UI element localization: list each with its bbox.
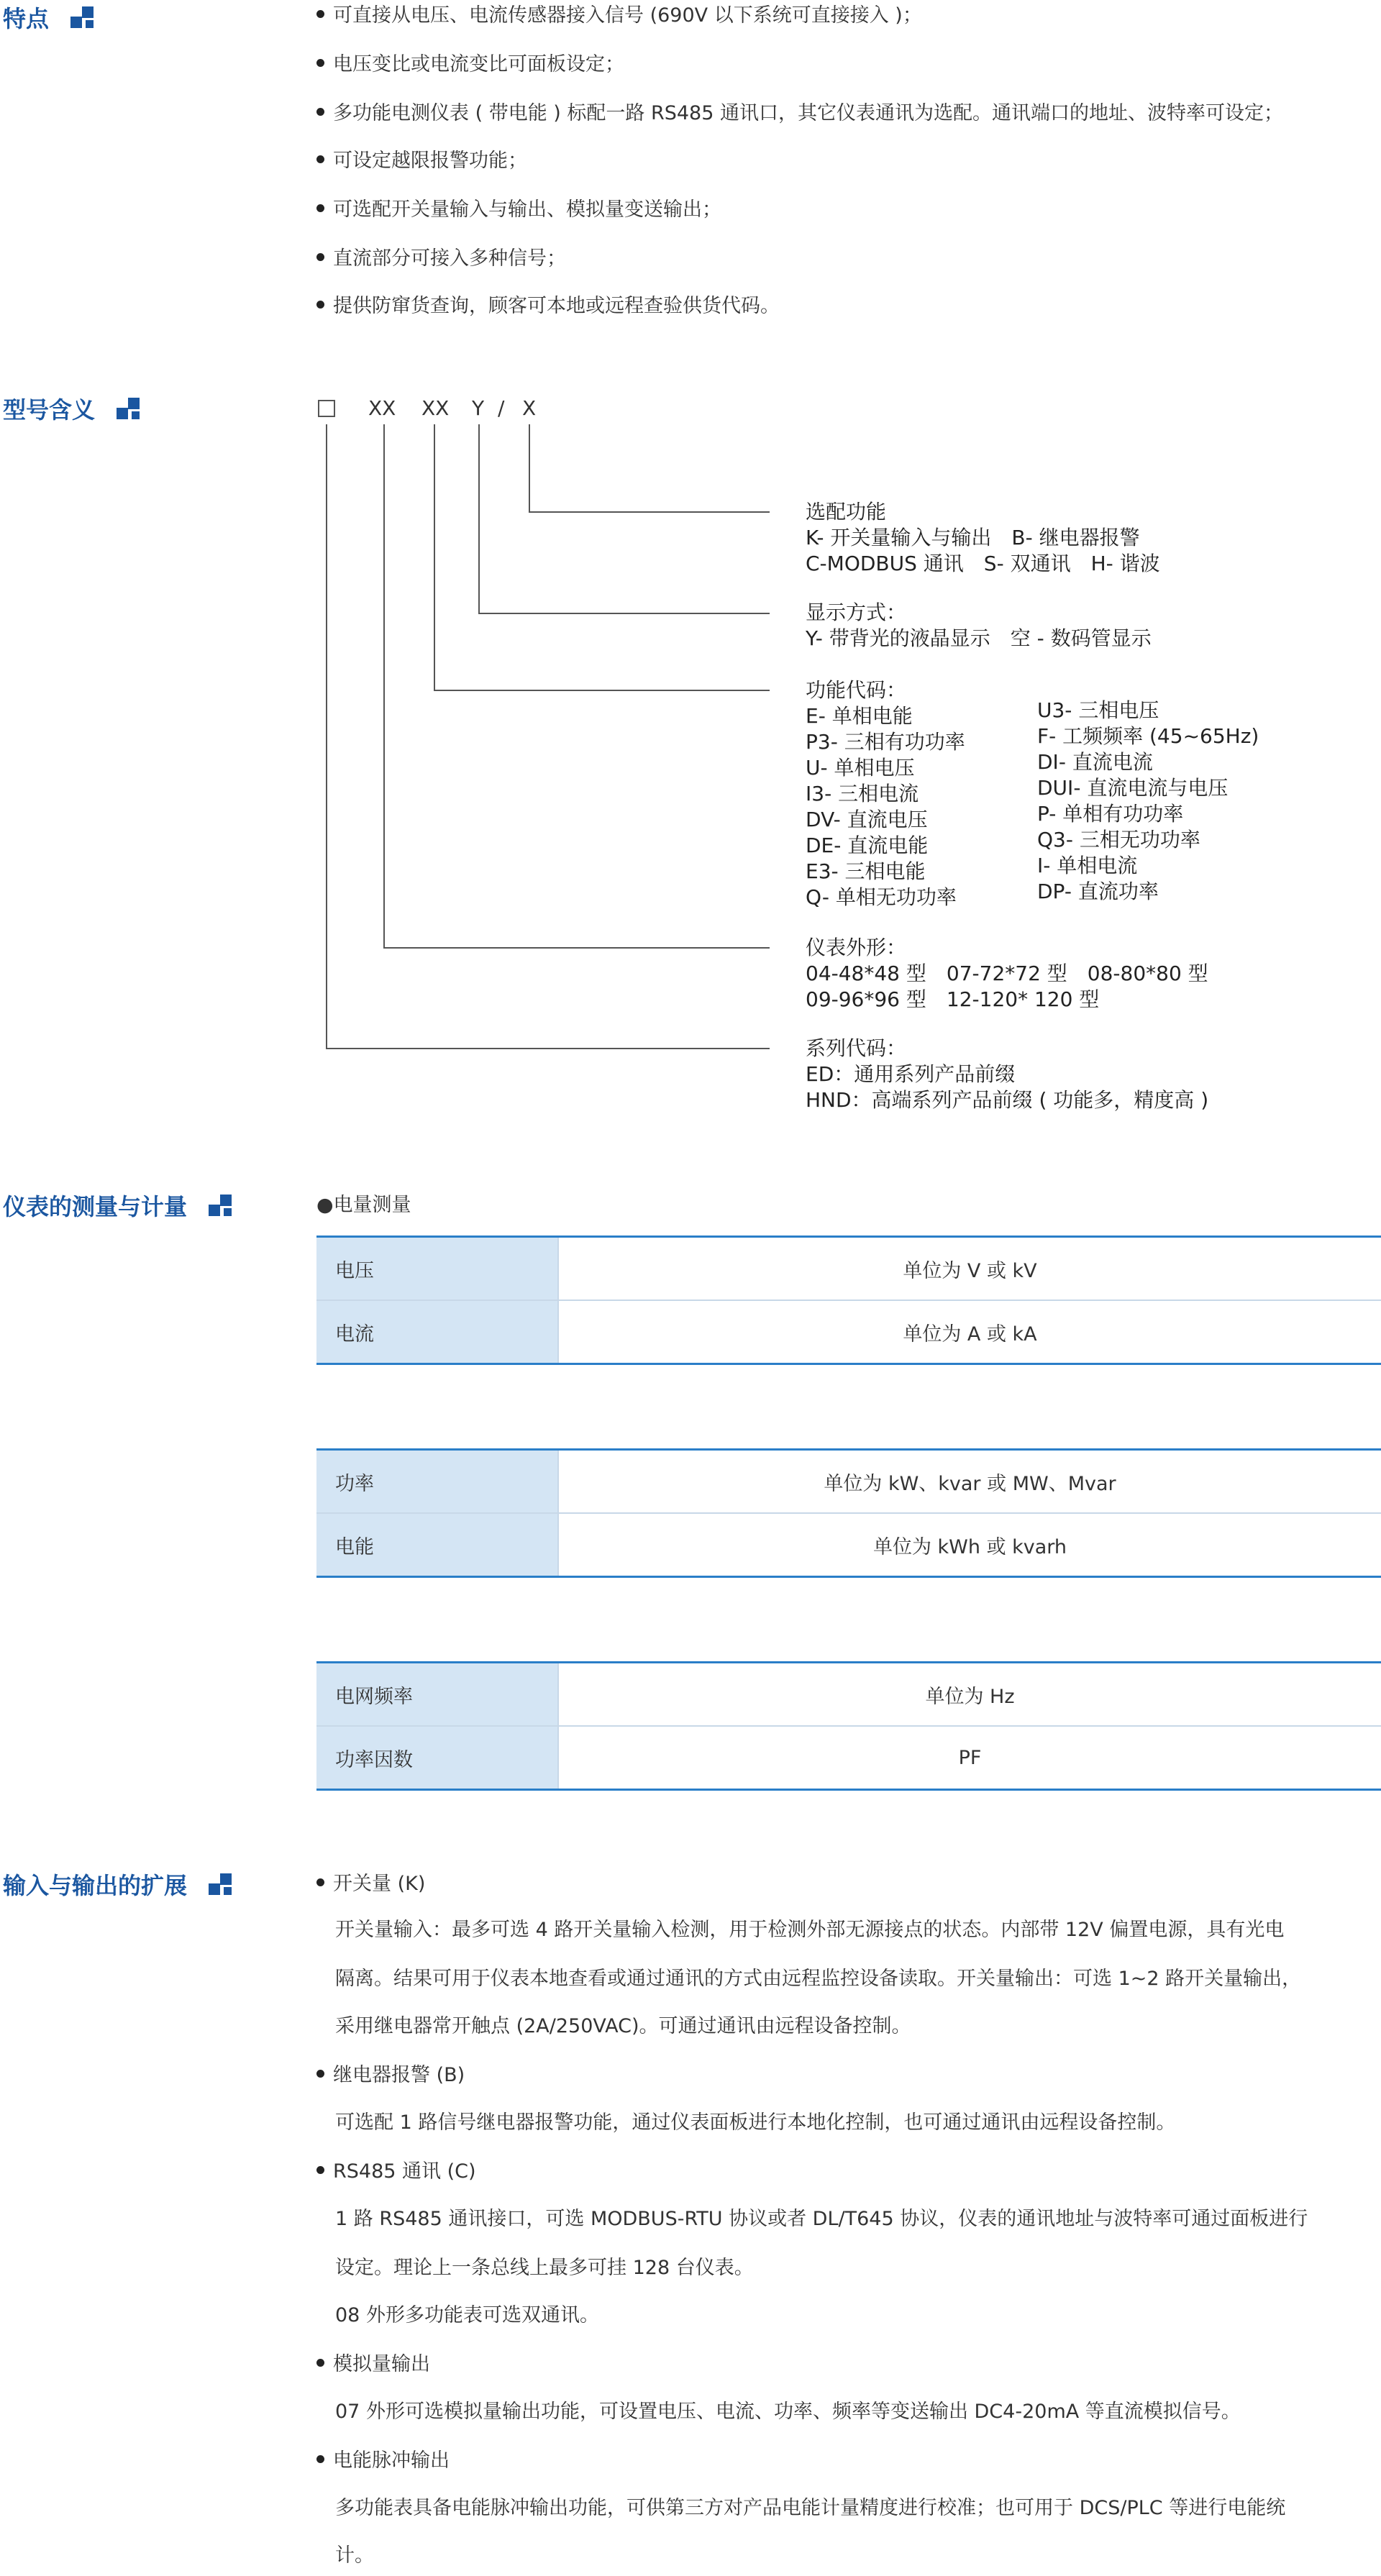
squares-icon (209, 1195, 233, 1218)
bullet-icon (316, 2166, 324, 2174)
table-cell-name: 电能 (316, 1513, 558, 1577)
bullet-icon (316, 2455, 324, 2463)
io-analog-line: 07 外形可选模拟量输出功能，可设置电压、电流、功率、频率等变送输出 DC4-20mA 等直流模拟信号。 (335, 2401, 1241, 2423)
bullet-icon (316, 1878, 324, 1886)
io-switch-line: 隔离。结果可用于仪表本地查看或通过通讯的方式由远程监控设备读取。开关量输出：可选 1~2 路开关量输出， (335, 1968, 1302, 1990)
display-code: Y (472, 396, 485, 420)
shape-connector (384, 424, 770, 948)
io-analog-head: 模拟量输出 (316, 2352, 430, 2378)
io-pulse-line: 计。 (335, 2544, 374, 2567)
bullet-icon (316, 2070, 324, 2078)
series-connector (327, 424, 770, 1049)
table-cell-name: 功率因数 (316, 1726, 558, 1790)
list-item: 可选配开关量输入与输出、模拟量变送输出； (316, 197, 721, 223)
display-description: 显示方式： Y- 带背光的液晶显示 空 - 数码管显示 (806, 600, 1152, 650)
table-cell-unit: 单位为 kWh 或 kvarh (558, 1513, 1381, 1577)
io-rs485-line: 1 路 RS485 通讯接口，可选 MODBUS-RTU 协议或者 DL/T645 协议，仪表的通讯地址与波特率可通过面板进行 (335, 2208, 1308, 2230)
options-description: 选配功能 K- 开关量输入与输出 B- 继电器报警 C-MODBUS 通讯 S- 双通讯 H- 谐波 (806, 500, 1160, 575)
option-code: X (522, 396, 537, 420)
bullet-icon (316, 2359, 324, 2367)
io-relay-line: 可选配 1 路信号继电器报警功能，通过仪表面板进行本地化控制，也可通过通讯由远程设备控制。 (335, 2111, 1176, 2134)
io-switch-head: 开关量 (K) (316, 1871, 425, 1897)
features-title: 特点 (3, 4, 95, 33)
io-rs485-line: 设定。理论上一条总线上最多可挂 128 台仪表。 (335, 2257, 754, 2279)
list-item: 多功能电测仪表 ( 带电能 ) 标配一路 RS485 通讯口，其它仪表通讯为选配。通讯端口的地址、波特率可设定； (316, 101, 1283, 127)
list-item: 可直接从电压、电流传感器接入信号 (690V 以下系统可直接接入 )； (316, 3, 922, 29)
table-cell-unit: PF (558, 1726, 1381, 1790)
io-rs485-head: RS485 通讯 (C) (316, 2159, 476, 2185)
shape-code: XX (368, 396, 396, 420)
table-cell-name: 电压 (316, 1237, 558, 1301)
function-connector (434, 424, 770, 690)
function-code: XX (421, 396, 450, 420)
table-cell-unit: 单位为 V 或 kV (903, 1259, 1037, 1282)
io-title: 输入与输出的扩展 (3, 1871, 233, 1900)
measurement-table-3 (316, 1661, 1381, 1791)
model-title: 型号含义 (3, 396, 141, 424)
list-item: 直流部分可接入多种信号； (316, 246, 566, 272)
table-row (316, 1726, 1381, 1790)
measurement-table-2 (316, 1448, 1381, 1578)
list-item: 可设定越限报警功能； (316, 148, 527, 174)
table-cell-unit: 单位为 A 或 kA (558, 1300, 1381, 1364)
table-row (316, 1513, 1381, 1577)
list-item: 电压变比或电流变比可面板设定； (316, 52, 624, 78)
io-rs485-line: 08 外形多功能表可选双通讯。 (335, 2304, 599, 2326)
measurement-table-1 (316, 1236, 1381, 1365)
io-pulse-head: 电能脉冲输出 (316, 2448, 450, 2474)
list-item: 提供防窜货查询，顾客可本地或远程查验供货代码。 (316, 293, 780, 319)
code-separator: / (498, 396, 505, 420)
option-connector (529, 424, 770, 512)
function-description-col2: U3- 三相电压 F- 工频频率 (45~65Hz) DI- 直流电流 DUI- 直流电流与电压 P- 单相有功功率 Q3- 三相无功功率 I- 单相电流 DP- 直流功率 (1037, 698, 1259, 903)
io-switch-line: 采用继电器常开触点 (2A/250VAC)。可通过通讯由远程设备控制。 (335, 2015, 911, 2037)
shape-description: 仪表外形： 04-48*48 型 07-72*72 型 08-80*80 型 09-96*96 型 12-120* 120 型 (806, 936, 1208, 1011)
squares-icon (209, 1873, 233, 1896)
table-row (316, 1237, 1381, 1301)
table-cell-name: 电流 (316, 1300, 558, 1364)
table-cell-unit: 单位为 kW、kvar 或 MW、Mvar (824, 1472, 1116, 1495)
table-cell-name: 电网频率 (316, 1663, 558, 1727)
table-cell-unit: 单位为 Hz (925, 1685, 1015, 1708)
function-description: 功能代码： E- 单相电能 P3- 三相有功功率 U- 单相电压 I3- 三相电流 DV- 直流电压 DE- 直流电能 E3- 三相电能 Q- 单相无功功率 (806, 678, 965, 909)
table-row (316, 1663, 1381, 1727)
table-row (316, 1450, 1381, 1514)
io-pulse-line: 多功能表具备电能脉冲输出功能，可供第三方对产品电能计量精度进行校准；也可用于 DCS/PLC 等进行电能统 (335, 2497, 1286, 2519)
display-connector (479, 424, 770, 613)
io-relay-head: 继电器报警 (B) (316, 2063, 465, 2088)
measurement-title: 仪表的测量与计量 (3, 1192, 233, 1221)
io-switch-line: 开关量输入：最多可选 4 路开关量输入检测，用于检测外部无源接点的状态。内部带 12V 偏置电源，具有光电 (335, 1919, 1285, 1941)
table-cell-name: 功率 (316, 1450, 558, 1514)
measurement-subtitle: ●电量测量 (316, 1194, 411, 1216)
series-description: 系列代码： ED：通用系列产品前缀 HND：高端系列产品前缀 ( 功能多，精度高 ) (806, 1036, 1209, 1112)
table-row (316, 1300, 1381, 1364)
